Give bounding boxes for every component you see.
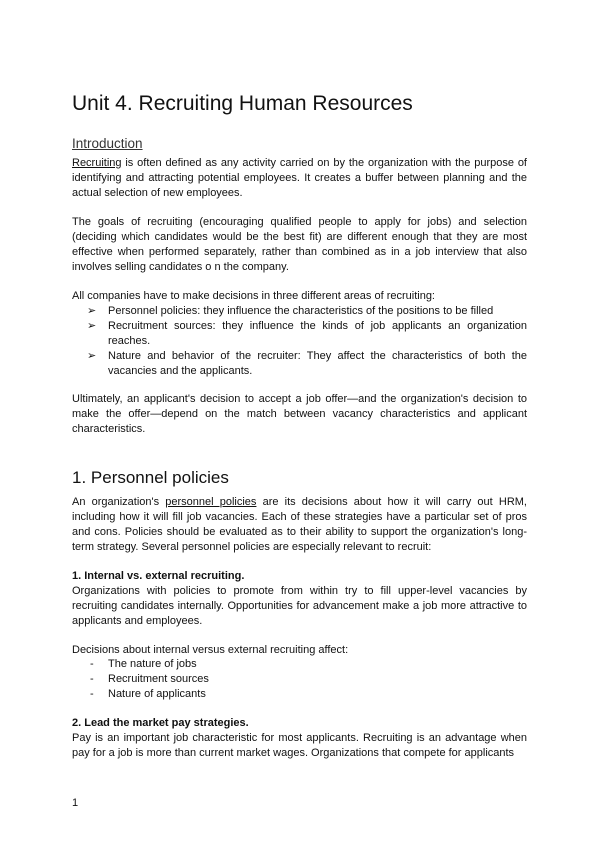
intro-paragraph-2: The goals of recruiting (encouraging qualified people to apply for jobs) and selection (deciding which candidates would be the best fit) are different enough that they are most effective when performed separately, rather than combined as in a job interview that also involves selling candidates o n the company. <box>72 216 527 273</box>
intro-p1-text: is often defined as any activity carried on by the organization with the purpose of identifying and attracting potential employees. It creates a buffer between planning and the actual selection of new employees. <box>72 157 527 199</box>
list-item: - Recruitment sources <box>90 673 209 685</box>
page-number: 1 <box>72 797 79 809</box>
dash-bullet-icon: - <box>90 688 94 700</box>
intro-paragraph-1 <box>72 156 527 201</box>
intro-paragraph-3: All companies have to make decisions in three different areas of recruiting: <box>72 290 435 302</box>
lead-market-pay-paragraph: Pay is an important job characteristic for most applicants. Recruiting is an advantage when pay for a job is more than current market wages. Organizations that compete for applicants <box>72 732 527 759</box>
arrow-bullet-icon: ➢ <box>87 350 97 362</box>
internal-external-paragraph: Organizations with policies to promote from within try to fill upper-level vacancies by recruiting candidates internally. Opportunities for advancement make a job more attractive to applicants and employees. <box>72 585 527 627</box>
list-item: - The nature of jobs <box>90 658 197 670</box>
page-title: Unit 4. Recruiting Human Resources <box>72 92 413 115</box>
section-1-paragraph: An organization's personnel policies are its decisions about how it will carry out HRM, including how it will fill job vacancies. Each of these strategies have a particular set of pros and cons. Policies should be evaluated as to their ability to support the organization's long-term strategy. Several personnel policies are especially relevant to recruit: <box>72 496 527 553</box>
section-1-heading: 1. Personnel policies <box>72 468 229 487</box>
affects-list <box>90 657 520 702</box>
recruiting-areas-list <box>87 304 527 379</box>
list-item: ➢ Recruitment sources: they influence the kinds of job applicants an organization reaches. <box>87 320 527 347</box>
subheading-internal-external: 1. Internal vs. external recruiting. <box>72 570 245 582</box>
intro-paragraph-4: Ultimately, an applicant's decision to accept a job offer—and the organization's decision to make the offer—depend on the match between vacancy characteristics and applicant characteristics. <box>72 393 527 435</box>
decisions-paragraph: Decisions about internal versus external recruiting affect: <box>72 644 349 656</box>
personnel-policies-term: personnel policies <box>165 496 257 508</box>
arrow-bullet-icon: ➢ <box>87 320 97 332</box>
list-item: ➢ Personnel policies: they influence the characteristics of the positions to be filled <box>87 305 494 317</box>
intro-heading: Introduction <box>72 136 143 151</box>
dash-bullet-icon: - <box>90 658 94 670</box>
list-item: - Nature of applicants <box>90 688 206 700</box>
recruiting-term: Recruiting <box>72 157 122 169</box>
arrow-bullet-icon: ➢ <box>87 305 97 317</box>
list-item: ➢ Nature and behavior of the recruiter: They affect the characteristics of both the vacancies and the applicants. <box>87 350 527 377</box>
dash-bullet-icon: - <box>90 673 94 685</box>
subheading-lead-market-pay: 2. Lead the market pay strategies. <box>72 717 249 729</box>
